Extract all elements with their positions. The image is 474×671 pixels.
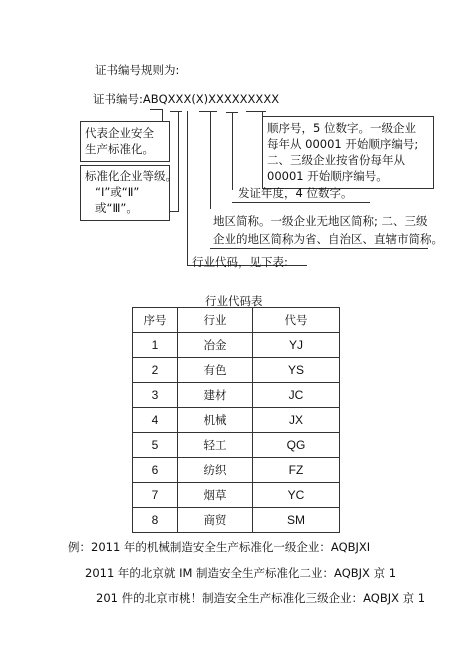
table-row — [133, 508, 340, 533]
row-industry: 有色 — [178, 358, 253, 383]
example-line: 例：2011 年的机械制造安全生产标准化一级企业：AQBJXI — [68, 540, 371, 554]
row-code: QG — [253, 433, 340, 458]
row-number: 1 — [133, 333, 178, 358]
row-industry: 建材 — [178, 383, 253, 408]
row-industry: 冶金 — [178, 333, 253, 358]
region-note: 地区简称。一级企业无地区简称; 二、三级 企业的地区简称为省、自治区、直辖市简称。 — [213, 214, 443, 246]
row-code: JC — [253, 383, 340, 408]
year-note: 发证年度，4 位数字。 — [238, 186, 353, 200]
table-row — [133, 408, 340, 433]
row-industry: 机械 — [178, 408, 253, 433]
row-code: YC — [253, 483, 340, 508]
sequence-note: 顺序号，5 位数字。一级企业 每年从 00001 开始顺序编号; 二、三级企业按省份每年从 00001 开始顺序编号。 — [262, 116, 434, 189]
row-industry: 商贸 — [178, 508, 253, 533]
row-code: JX — [253, 408, 340, 433]
header-code: 代号 — [253, 308, 340, 333]
row-code: YS — [253, 358, 340, 383]
row-industry: 轻工 — [178, 433, 253, 458]
row-number: 7 — [133, 483, 178, 508]
table-row — [133, 358, 340, 383]
row-number: 2 — [133, 358, 178, 383]
row-number: 6 — [133, 458, 178, 483]
table-row — [133, 483, 340, 508]
example-line: 2011 年的北京就 IM 制造安全生产标准化二业：AQBJX 京 1 — [85, 566, 397, 580]
table-title: 行业代码表 — [205, 294, 263, 308]
row-number: 4 — [133, 408, 178, 433]
table-row — [133, 383, 340, 408]
table-row — [133, 333, 340, 358]
row-code: FZ — [253, 458, 340, 483]
row-code: SM — [253, 508, 340, 533]
row-number: 8 — [133, 508, 178, 533]
row-industry: 纺织 — [178, 458, 253, 483]
header-industry: 行业 — [178, 308, 253, 333]
row-industry: 烟草 — [178, 483, 253, 508]
rules-heading: 证书编号规则为: — [95, 63, 180, 77]
safety-standard-note: 代表企业安全 生产标准化。 — [80, 121, 170, 162]
certificate-number-format: 证书编号:ABQXXX(X)XXXXXXXXX — [93, 92, 280, 106]
industry-code-note: 行业代码，见下表: — [192, 255, 288, 269]
row-number: 5 — [133, 433, 178, 458]
row-number: 3 — [133, 383, 178, 408]
table-row — [133, 458, 340, 483]
grade-note: 标准化企业等级。 “Ⅰ”或“Ⅱ” 或“Ⅲ”。 — [80, 165, 170, 221]
industry-code-table — [132, 307, 340, 533]
example-line: 201 件的北京市桃！制造安全生产标准化三级企业：AQBJX 京 1 — [96, 591, 426, 605]
row-code: YJ — [253, 333, 340, 358]
table-row — [133, 433, 340, 458]
table-header-row — [133, 308, 340, 333]
header-number: 序号 — [133, 308, 178, 333]
